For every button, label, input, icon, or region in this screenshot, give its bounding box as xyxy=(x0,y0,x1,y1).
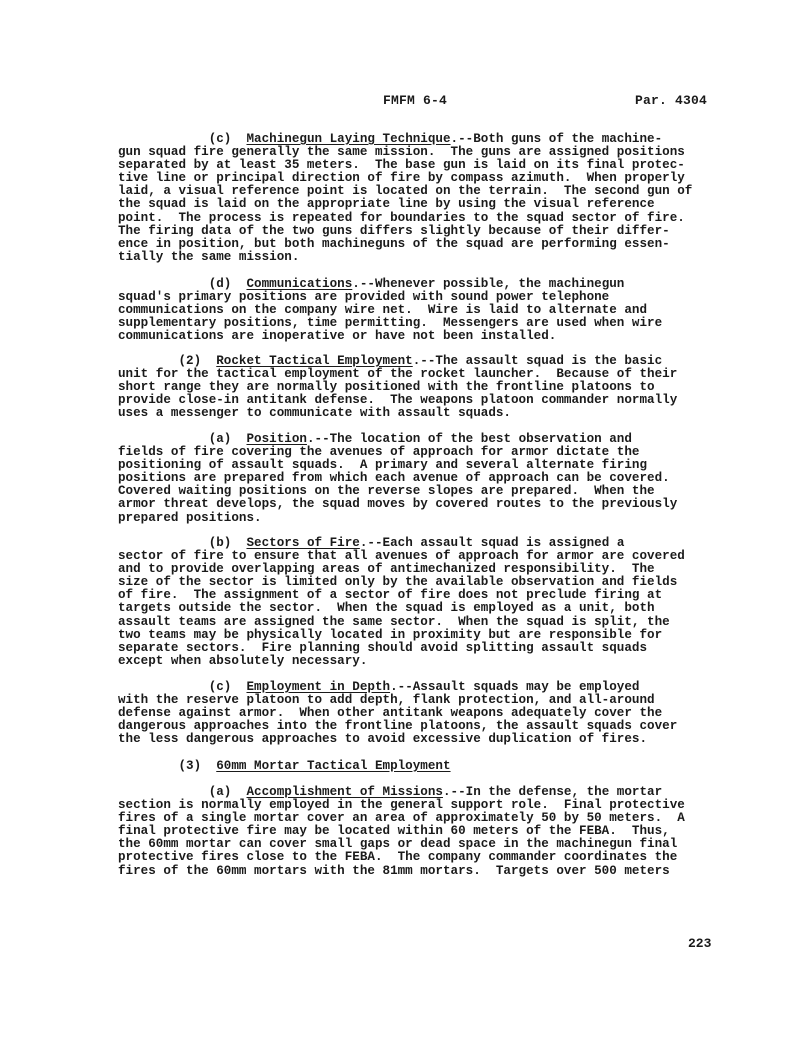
paragraph-label: (b) xyxy=(118,536,247,550)
text-line: defense against armor. When other antitank weapons adequately cover the xyxy=(118,706,663,721)
text-line: uses a messenger to communicate with assault squads. xyxy=(118,406,511,421)
paragraph-text: .--The assault squad is the basic xyxy=(412,354,663,368)
paragraph xyxy=(118,355,718,420)
header-publication-title: FMFM 6-4 xyxy=(383,93,448,108)
paragraph-label: (a) xyxy=(118,785,247,799)
text-line: short range they are normally positioned with the frontline platoons to xyxy=(118,380,655,395)
text-line: prepared positions. xyxy=(118,510,262,525)
text-line: Covered waiting positions on the reverse slopes are prepared. When the xyxy=(118,484,655,499)
text-line: two teams may be physically located in proximity but are responsible for xyxy=(118,627,663,642)
paragraph-heading: 60mm Mortar Tactical Employment xyxy=(216,759,451,773)
text-line: supplementary positions, time permitting. Messengers are used when wire xyxy=(118,316,663,331)
text-line: unit for the tactical employment of the rocket launcher. Because of their xyxy=(118,367,678,382)
header-paragraph-number: Par. 4304 xyxy=(635,93,708,108)
paragraph xyxy=(118,760,718,773)
paragraph-label: (c) xyxy=(118,680,247,694)
text-line: protective fires close to the FEBA. The company commander coordinates the xyxy=(118,850,678,865)
text-line xyxy=(118,760,718,773)
text-line: The firing data of the two guns differs slightly because of their differ- xyxy=(118,223,670,238)
paragraph-heading: Machinegun Laying Technique xyxy=(246,132,451,146)
paragraph-heading: Employment in Depth xyxy=(246,680,391,694)
paragraph-heading: Position xyxy=(246,432,307,446)
paragraph-text: .--Whenever possible, the machinegun xyxy=(352,277,625,291)
paragraph xyxy=(118,786,718,878)
paragraph xyxy=(118,433,718,525)
paragraph xyxy=(118,681,718,746)
text-line: laid, a visual reference point is located on the terrain. The second gun of xyxy=(118,184,693,199)
text-line: and to provide overlapping areas of antimechanized responsibility. The xyxy=(118,562,655,577)
text-line: ence in position, but both machineguns of the squad are performing essen- xyxy=(118,236,670,251)
paragraph-label: (c) xyxy=(118,132,247,146)
text-line: assault teams are assigned the same sector. When the squad is split, the xyxy=(118,614,670,629)
paragraph-text: .--The location of the best observation and xyxy=(306,432,632,446)
paragraph-heading: Accomplishment of Missions xyxy=(246,785,443,799)
text-line: positions are prepared from which each avenue of approach can be covered. xyxy=(118,471,670,486)
paragraph xyxy=(118,537,718,668)
text-line: the 60mm mortar can cover small gaps or dead space in the machinegun final xyxy=(118,837,678,852)
text-line: dangerous approaches into the frontline platoons, the assault squads cover xyxy=(118,719,678,734)
text-line: tially the same mission. xyxy=(118,249,300,264)
text-line: final protective fire may be located within 60 meters of the FEBA. Thus, xyxy=(118,824,670,839)
paragraph-heading: Communications xyxy=(246,277,353,291)
paragraph-label: (3) xyxy=(118,759,217,773)
paragraph-label: (d) xyxy=(118,277,247,291)
paragraph xyxy=(118,278,718,343)
text-line: targets outside the sector. When the squad is employed as a unit, both xyxy=(118,601,655,616)
text-line: armor threat develops, the squad moves by covered routes to the previously xyxy=(118,497,678,512)
text-line: fires of a single mortar cover an area of approximately 50 by 50 meters. A xyxy=(118,811,685,826)
text-line: the less dangerous approaches to avoid excessive duplication of fires. xyxy=(118,732,648,747)
text-line: tive line or principal direction of fire by compass azimuth. When properly xyxy=(118,171,685,186)
paragraph-heading: Sectors of Fire xyxy=(246,536,360,550)
text-line: communications on the company wire net. Wire is laid to alternate and xyxy=(118,303,648,318)
text-line: provide close-in antitank defense. The weapons platoon commander normally xyxy=(118,393,678,408)
paragraph-label: (a) xyxy=(118,432,247,446)
text-line: positioning of assault squads. A primary and several alternate firing xyxy=(118,458,648,473)
paragraph xyxy=(118,133,718,264)
paragraph-heading: Rocket Tactical Employment xyxy=(216,354,413,368)
text-line: separated by at least 35 meters. The base gun is laid on its final protec- xyxy=(118,158,685,173)
text-line: communications are inoperative or have not been installed. xyxy=(118,329,557,344)
page-number: 223 xyxy=(688,936,712,951)
text-line: section is normally employed in the general support role. Final protective xyxy=(118,798,685,813)
text-line: fields of fire covering the avenues of approach for armor dictate the xyxy=(118,445,640,460)
paragraph-label: (2) xyxy=(118,354,217,368)
text-line: point. The process is repeated for boundaries to the squad sector of fire. xyxy=(118,210,685,225)
paragraph-text: .--In the defense, the mortar xyxy=(442,785,663,799)
text-line: fires of the 60mm mortars with the 81mm mortars. Targets over 500 meters xyxy=(118,863,670,878)
text-line: the squad is laid on the appropriate line by using the visual reference xyxy=(118,197,655,212)
paragraph-text: .--Both guns of the machine- xyxy=(450,132,663,146)
text-line: gun squad fire generally the same mission. The guns are assigned positions xyxy=(118,145,685,160)
text-line: except when absolutely necessary. xyxy=(118,653,368,668)
text-line: with the reserve platoon to add depth, flank protection, and all-around xyxy=(118,693,655,708)
paragraph-text: .--Assault squads may be employed xyxy=(390,680,640,694)
text-line: separate sectors. Fire planning should avoid splitting assault squads xyxy=(118,640,648,655)
text-line: size of the sector is limited only by the available observation and fields xyxy=(118,575,678,590)
text-line: squad's primary positions are provided with sound power telephone xyxy=(118,290,610,305)
text-line: sector of fire to ensure that all avenues of approach for armor are covered xyxy=(118,549,685,564)
text-line: of fire. The assignment of a sector of fire does not preclude firing at xyxy=(118,588,663,603)
paragraph-text: .--Each assault squad is assigned a xyxy=(359,536,625,550)
